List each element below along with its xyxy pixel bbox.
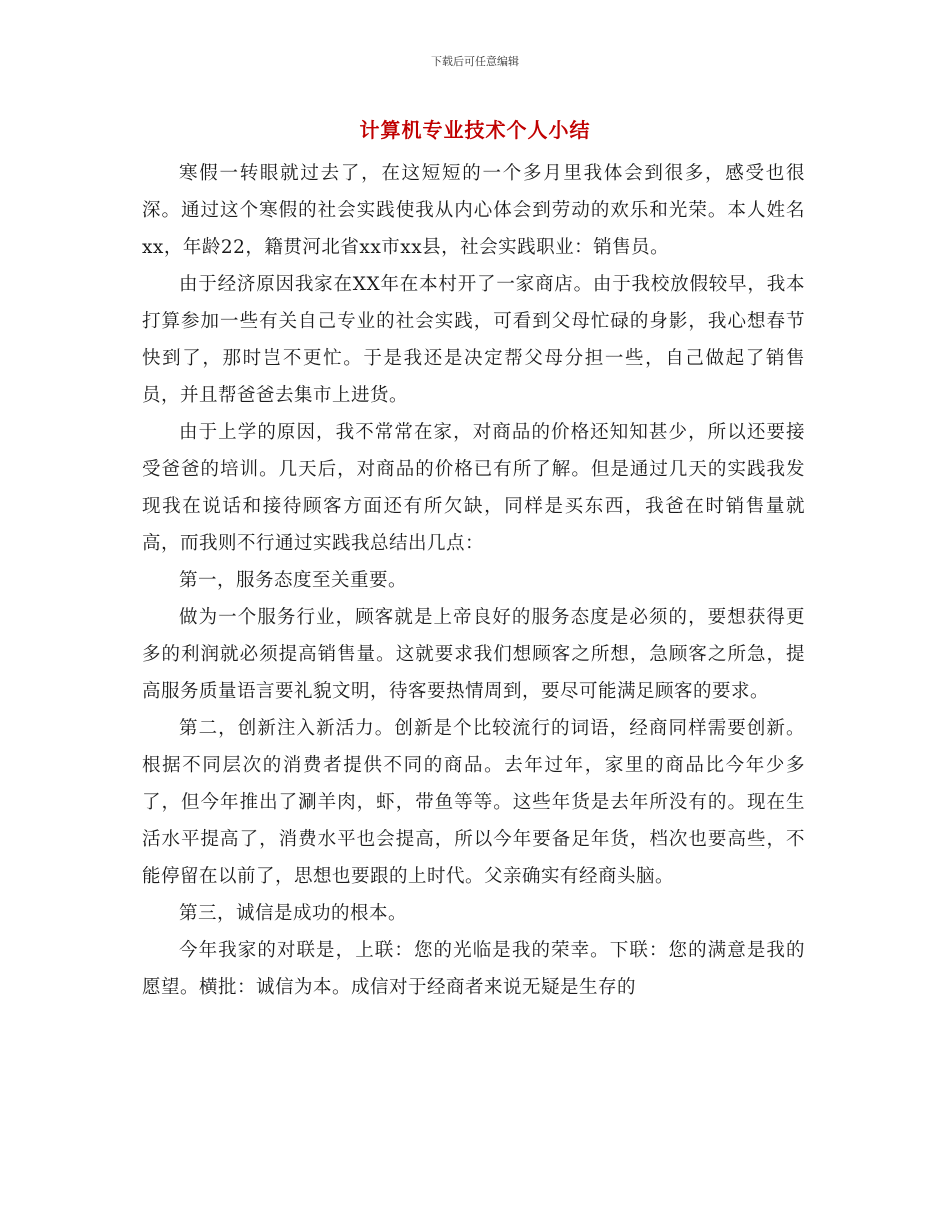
document-body <box>142 155 805 1006</box>
paragraph: 做为一个服务行业，顾客就是上帝良好的服务态度是必须的，要想获得更多的利润就必须提高销售量。这就要求我们想顾客之所想，急顾客之所急，提高服务质量语言要礼貌文明，待客要热情周到，要尽可能满足顾客的要求。 <box>142 607 805 702</box>
paragraph: 第一，服务态度至关重要。 <box>179 570 408 591</box>
paragraph: 由于上学的原因，我不常常在家，对商品的价格还知知甚少，所以还要接受爸爸的培训。几天后，对商品的价格已有所了解。但是通过几天的实践我发现我在说话和接待顾客方面还有所欠缺，同样是买东西，我爸在时销售量就高，而我则不行通过实践我总结出几点： <box>142 422 805 554</box>
paragraph: 今年我家的对联是，上联：您的光临是我的荣幸。下联：您的满意是我的愿望。横批：诚信为本。成信对于经商者来说无疑是生存的 <box>142 940 805 998</box>
header-note: 下载后可任意编辑 <box>431 55 519 68</box>
paragraph: 寒假一转眼就过去了，在这短短的一个多月里我体会到很多，感受也很深。通过这个寒假的社会实践使我从内心体会到劳动的欢乐和光荣。本人姓名xx，年龄22，籍贯河北省xx市xx县，社会实践职业：销售员。 <box>142 163 805 258</box>
document-title: 计算机专业技术个人小结 <box>359 118 591 142</box>
paragraph: 第二，创新注入新活力。创新是个比较流行的词语，经商同样需要创新。根据不同层次的消费者提供不同的商品。去年过年，家里的商品比今年少多了，但今年推出了涮羊肉，虾，带鱼等等。这些年货是去年所没有的。现在生活水平提高了，消费水平也会提高，所以今年要备足年货，档次也要高些，不能停留在以前了，思想也要跟的上时代。父亲确实有经商头脑。 <box>142 718 805 887</box>
paragraph: 由于经济原因我家在XX年在本村开了一家商店。由于我校放假较早，我本打算参加一些有关自己专业的社会实践，可看到父母忙碌的身影，我心想春节快到了，那时岂不更忙。于是我还是决定帮父母分担一些，自己做起了销售员，并且帮爸爸去集市上进货。 <box>142 274 805 406</box>
paragraph: 第三，诚信是成功的根本。 <box>179 903 408 924</box>
